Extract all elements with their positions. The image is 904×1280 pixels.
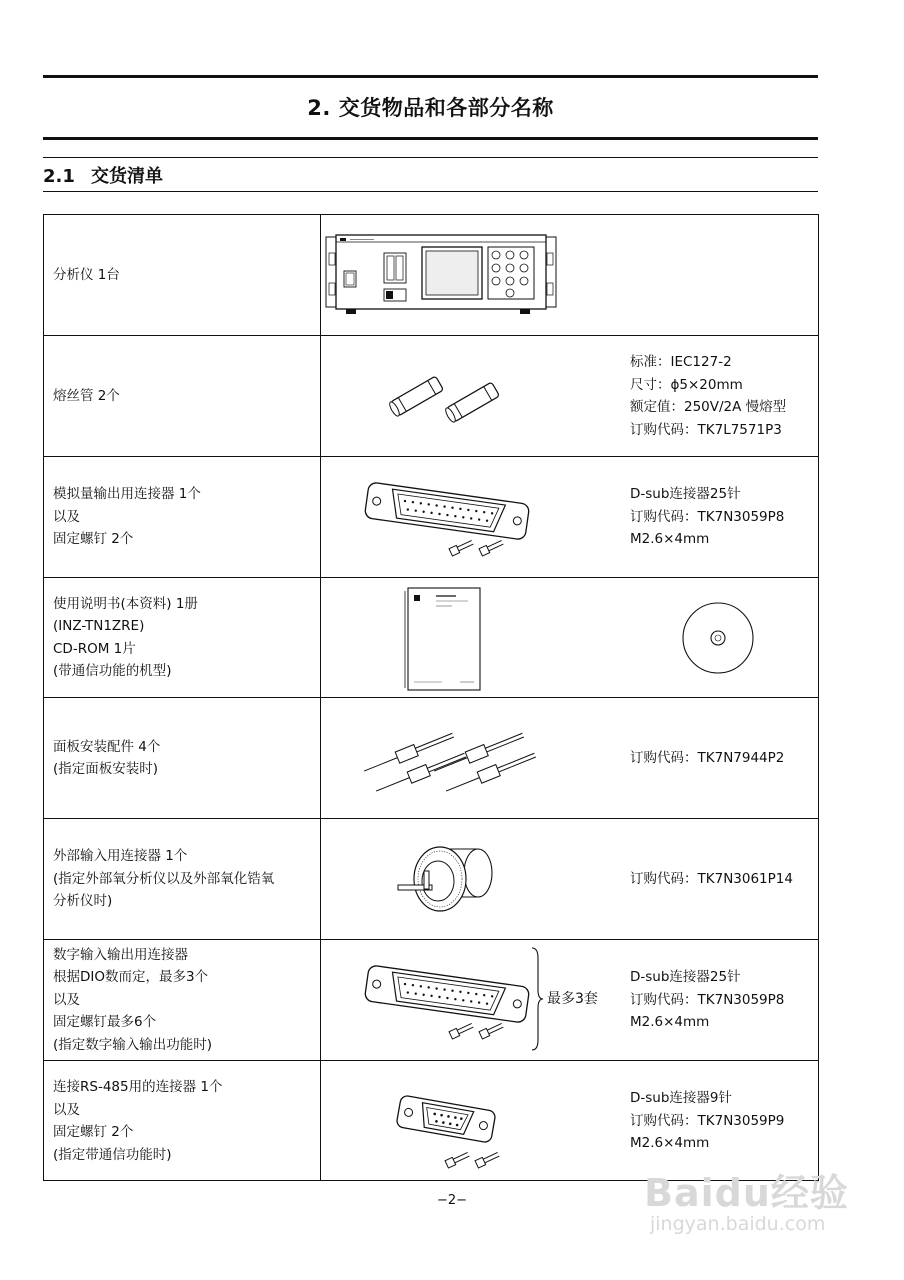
table-row [44,336,818,457]
table-row [44,215,818,336]
table-row [44,698,818,819]
item-spec: 标准：IEC127-2 尺寸：ϕ5×20mm 额定值：250V/2A 慢熔型 订购代码：TK7L7571P3 [630,354,787,438]
table-row [44,940,818,1061]
panel-mount-fitting-illustration [356,718,536,798]
analyzer-illustration [324,233,564,317]
item-description: 分析仪 1台 [53,266,120,283]
cd-rom-icon [680,600,756,676]
item-description: 连接RS-485用的连接器 1个 以及 固定螺钉 2个 (指定带通信功能时) [53,1079,223,1163]
watermark-brand: Baidu经验 [644,1171,849,1215]
section-rule-top [43,157,818,158]
table-row [44,457,818,578]
manual-illustration [402,584,484,692]
section-number: 2.1 [43,166,75,187]
item-description: 使用说明书(本资料) 1册 (INZ-TN1ZRE) CD-ROM 1片 (带通信功能的机型) [53,595,198,679]
table-row [44,819,818,940]
item-description: 熔丝管 2个 [53,387,120,404]
dsub25-connector-illustration [362,473,532,565]
fuse-illustration [389,366,509,426]
page-number: −2− [436,1193,468,1208]
item-spec: 订购代码：TK7N3061P14 [630,870,793,887]
item-description: 面板安装配件 4个 (指定面板安装时) [53,738,161,777]
delivery-list-table [43,214,819,1181]
title-rule [43,137,818,140]
dsub9-connector-illustration [394,1083,500,1179]
table-row [44,578,818,698]
item-spec: D-sub连接器25针 订购代码：TK7N3059P8 M2.6×4mm [630,486,785,548]
top-rule [43,75,818,78]
item-description: 数字输入输出用连接器 根据DIO数而定，最多3个 以及 固定螺钉最多6个 (指定数字输入输出功能时) [53,946,213,1053]
item-spec: 订购代码：TK7N7944P2 [630,749,785,766]
section-rule-bottom [43,191,818,192]
section-title: 交货清单 [91,166,163,187]
item-description: 模拟量输出用连接器 1个 以及 固定螺钉 2个 [53,486,201,548]
item-description: 外部输入用连接器 1个 (指定外部氧分析仪以及外部氧化锆氧 分析仪时) [53,848,275,910]
dsub25-connector-illustration [362,956,532,1048]
item-spec: D-sub连接器9针 订购代码：TK7N3059P9 M2.6×4mm [630,1090,785,1152]
item-spec: D-sub连接器25针 订购代码：TK7N3059P8 M2.6×4mm [630,969,785,1031]
external-input-connector-illustration [394,833,498,925]
brace-icon [530,946,544,1052]
section-heading [43,162,163,188]
quantity-note: 最多3套 [547,991,598,1007]
watermark-url: jingyan.baidu.com [650,1213,826,1235]
chapter-title: 2. 交货物品和各部分名称 [307,96,554,120]
